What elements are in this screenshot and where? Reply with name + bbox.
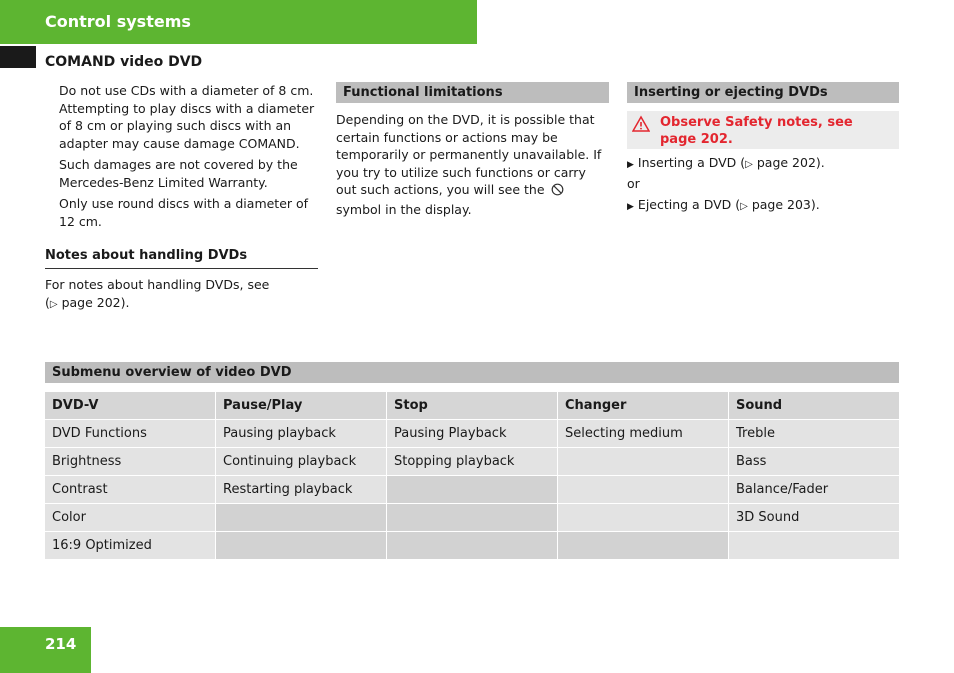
table-cell: Selecting medium — [558, 420, 728, 448]
table-cell — [558, 532, 728, 560]
table-cell: Brightness — [45, 448, 215, 476]
ref-arrow-icon: ▷ — [740, 201, 748, 212]
table-cell: Balance/Fader — [729, 476, 899, 504]
col1-paragraph: Such damages are not covered by the Mercedes-Benz Limited Warranty. — [59, 157, 298, 190]
bullet-arrow-icon: ▶ — [627, 160, 634, 170]
table-cell: Stopping playback — [387, 448, 557, 476]
submenu-heading: Submenu overview of video DVD — [45, 362, 899, 383]
insert-ref: page 202). — [756, 155, 825, 170]
table-row — [45, 448, 899, 476]
ref-page: page 202). — [61, 294, 130, 310]
or-text: or — [627, 176, 640, 191]
ref-paren: ( — [45, 294, 50, 310]
table-cell: Restarting playback — [216, 476, 386, 504]
warning-box — [627, 111, 899, 149]
col1-paragraph: Do not use CDs with a diameter of 8 cm. Attempting to play discs with a diameter of 8 cm or playing such discs with an adapter may cause damage COMAND. — [59, 83, 315, 151]
table-cell — [387, 504, 557, 532]
inserting-ejecting-heading: Inserting or ejecting DVDs — [627, 82, 899, 103]
functional-limitations-heading: Functional limitations — [336, 82, 609, 103]
notes-text — [45, 276, 318, 313]
column-header: Sound — [729, 392, 899, 420]
table-row — [45, 476, 899, 504]
table-cell: DVD Functions — [45, 420, 215, 448]
table-cell — [558, 476, 728, 504]
column-header: Pause/Play — [216, 392, 386, 420]
eject-dvd-item[interactable] — [627, 196, 820, 216]
col2-text-before: Depending on the DVD, it is possible that certain functions or actions may be temporarily or permanently unavailable. If you try to utilize such functions or carry out such actions, you will see the — [336, 112, 602, 197]
table-header-row — [45, 392, 899, 420]
col1-text — [59, 82, 321, 234]
column-header: Stop — [387, 392, 557, 420]
table-cell: Bass — [729, 448, 899, 476]
table-cell: 16:9 Optimized — [45, 532, 215, 560]
bullet-arrow-icon: ▶ — [627, 202, 634, 212]
page-number-box — [0, 627, 91, 673]
submenu-table — [45, 392, 899, 560]
ref-arrow-icon: ▷ — [49, 298, 58, 310]
table-row — [45, 420, 899, 448]
eject-ref: page 203). — [751, 197, 820, 212]
table-cell: Continuing playback — [216, 448, 386, 476]
section-marker — [0, 46, 36, 68]
table-cell: Color — [45, 504, 215, 532]
table-cell — [387, 476, 557, 504]
notes-heading: Notes about handling DVDs — [45, 248, 318, 269]
table-cell — [558, 448, 728, 476]
insert-label: Inserting a DVD ( — [637, 155, 746, 170]
table-cell — [216, 504, 386, 532]
eject-label: Ejecting a DVD ( — [637, 197, 741, 212]
header-bar — [0, 0, 477, 44]
col1-paragraph: Only use round discs with a diameter of 12 cm. — [59, 196, 309, 229]
table-cell — [558, 504, 728, 532]
table-cell: Pausing Playback — [387, 420, 557, 448]
ref-arrow-icon: ▷ — [745, 159, 753, 170]
table-cell — [387, 532, 557, 560]
table-row — [45, 532, 899, 560]
table-cell: 3D Sound — [729, 504, 899, 532]
functional-limitations-text — [336, 111, 608, 218]
table-cell — [729, 532, 899, 560]
section-title: COMAND video DVD — [45, 54, 203, 70]
table-row — [45, 504, 899, 532]
column-header: Changer — [558, 392, 728, 420]
table-cell: Treble — [729, 420, 899, 448]
insert-dvd-item[interactable] — [627, 154, 825, 174]
table-cell: Contrast — [45, 476, 215, 504]
table-cell — [216, 532, 386, 560]
notes-ref[interactable] — [45, 294, 318, 314]
col2-text-after: symbol in the display. — [336, 201, 472, 217]
notes-line: For notes about handling DVDs, see — [45, 277, 270, 292]
warning-triangle-icon — [632, 115, 650, 133]
column-header: DVD-V — [45, 392, 215, 420]
header-title: Control systems — [45, 12, 191, 31]
warning-text: Observe Safety notes, see page 202. — [660, 115, 853, 147]
table-cell: Pausing playback — [216, 420, 386, 448]
page-number: 214 — [45, 635, 77, 653]
no-entry-icon — [551, 183, 564, 201]
